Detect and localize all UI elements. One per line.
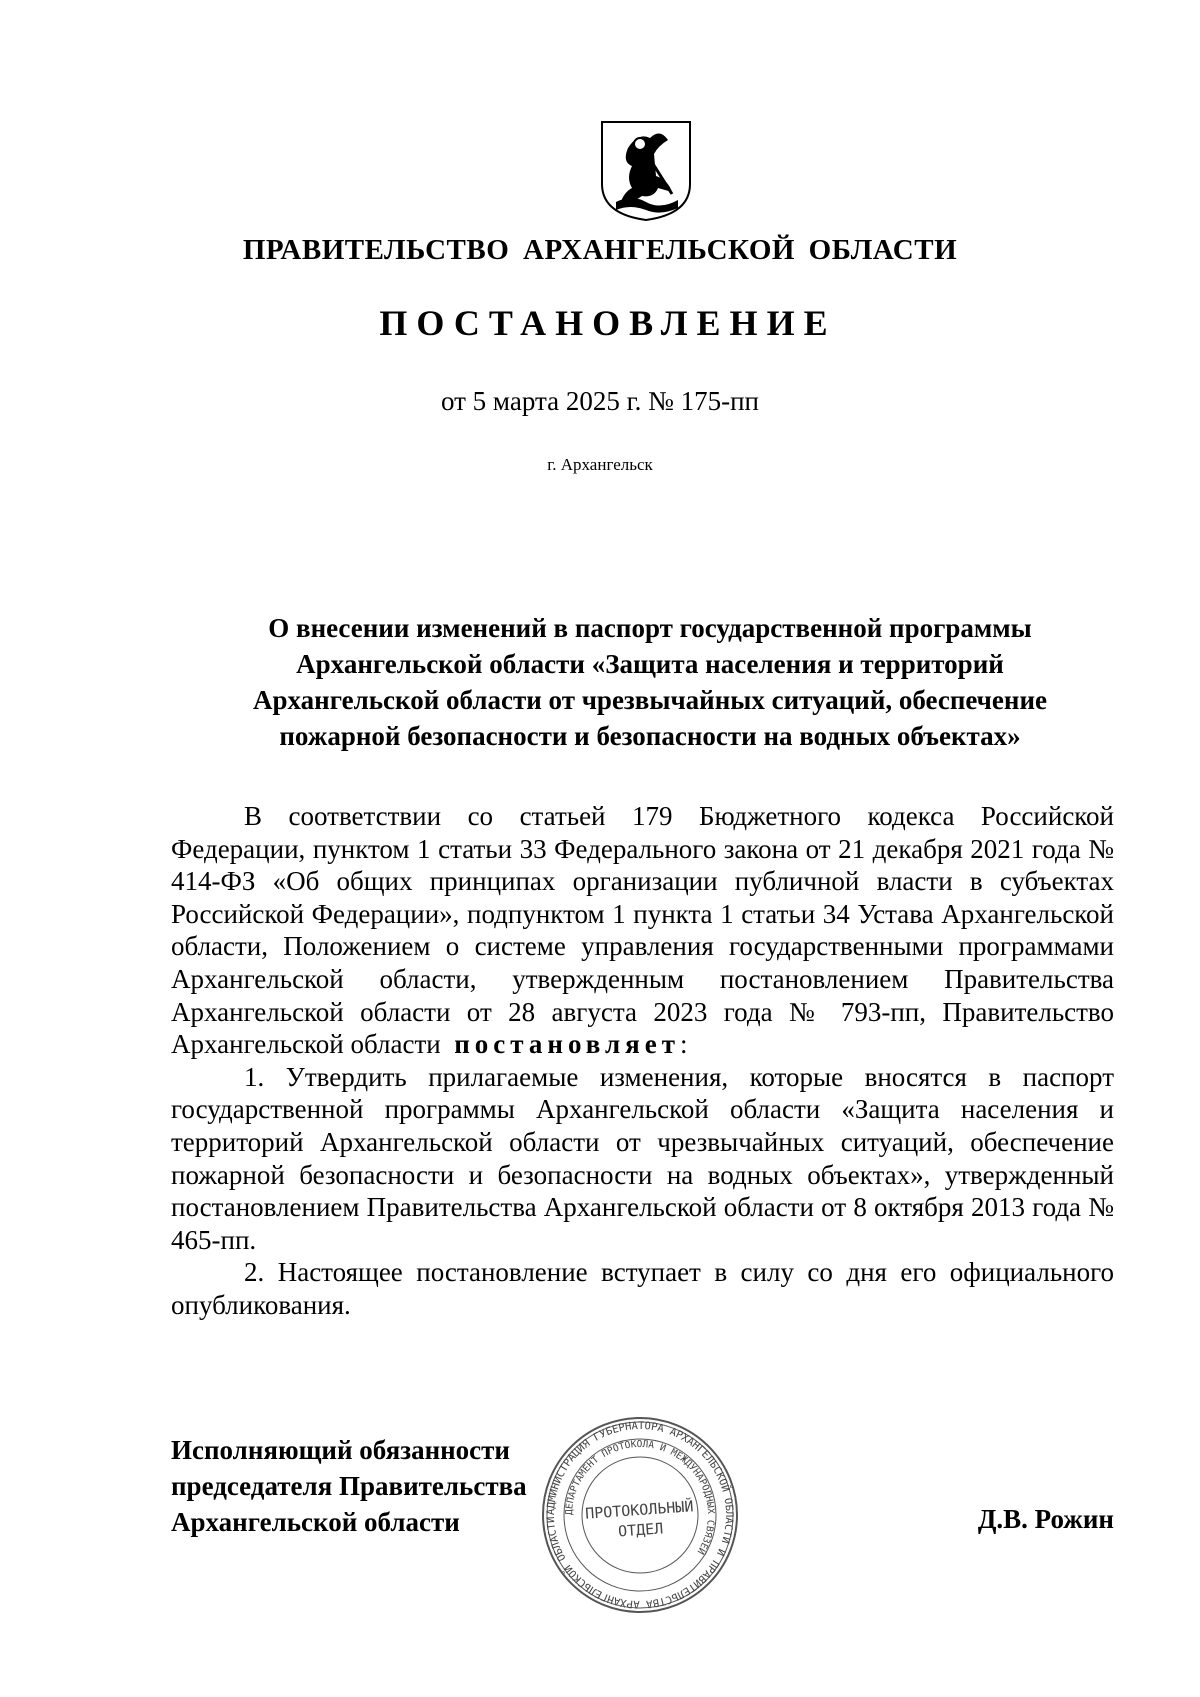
subject-line: О внесении изменений в паспорт государственной программы	[268, 613, 1032, 643]
subject-line: пожарной безопасности и безопасности на водных объектах»	[279, 721, 1021, 751]
resolves-word: постановляет	[454, 1029, 680, 1060]
signatory-position	[171, 1432, 527, 1540]
item-1-paragraph: 1. Утвердить прилагаемые изменения, которые вносятся в паспорт государственной программы Архангельской области «Защита населения и территорий Архангельской области от чрезвычайных ситуаций, обеспечение пожарной безопасности и безопасности на водных объектах», утвержденный постановлением Правительства Архангельской области от 8 октября 2013 года № 465-пп.	[171, 1061, 1114, 1255]
preamble-text: В соответствии со статьей 179 Бюджетного кодекса Российской Федерации, пунктом 1 статьи 33 Федерального закона от 21 декабря 2021 года № 414-ФЗ «Об общих принципах организации публичной власти в субъектах Российской Федерации», подпунктом 1 пункта 1 статьи 34 Устава Архангельской области, Положением о системе управления государственными программами Архангельской области, утвержденным постановлением Правительства Архангельской области от 28 августа 2023 года № 793-пп, Правительство Архангельской области	[171, 801, 1114, 1060]
document-subject	[200, 610, 1100, 754]
preamble-paragraph	[171, 800, 1114, 1061]
item-2-paragraph: 2. Настоящее постановление вступает в силу со дня его официального опубликования.	[171, 1257, 1114, 1320]
document-body	[171, 800, 1114, 1322]
document-type: ПОСТАНОВЛЕНИЕ	[379, 303, 837, 343]
stamp-center-line: ОТДЕЛ	[617, 1519, 664, 1541]
signatory-name: Д.В. Рожин	[977, 1504, 1114, 1534]
resolves-colon: :	[680, 1029, 688, 1060]
document-date-number: от 5 марта 2025 г. № 175-пп	[440, 386, 759, 416]
subject-line: Архангельской области «Защита населения и территорий	[296, 649, 1004, 679]
stamp-inner-text: ДЕПАРТАМЕНТ ПРОТОКОЛА И МЕЖДУНАРОДНЫХ СВЯЗЕЙ	[563, 1438, 717, 1557]
government-title: ПРАВИТЕЛЬСТВО АРХАНГЕЛЬСКОЙ ОБЛАСТИ	[242, 234, 958, 266]
position-line: председателя Правительства	[171, 1471, 527, 1501]
document-city: г. Архангельск	[547, 455, 653, 474]
position-line: Архангельской области	[171, 1507, 460, 1537]
coat-of-arms-emblem	[598, 118, 694, 222]
stamp-outer-text: АДМИНИСТРАЦИЯ ГУБЕРНАТОРА АРХАНГЕЛЬСКОЙ ОБЛАСТИ И ПРАВИТЕЛЬСТВА АРХАНГЕЛЬСКОЙ ОБЛАСТИ	[544, 1419, 736, 1611]
stamp-center-line: ПРОТОКОЛЬНЫЙ	[584, 1497, 694, 1523]
position-line: Исполняющий обязанности	[171, 1435, 510, 1465]
subject-line: Архангельской области от чрезвычайных ситуаций, обеспечение	[253, 685, 1047, 715]
